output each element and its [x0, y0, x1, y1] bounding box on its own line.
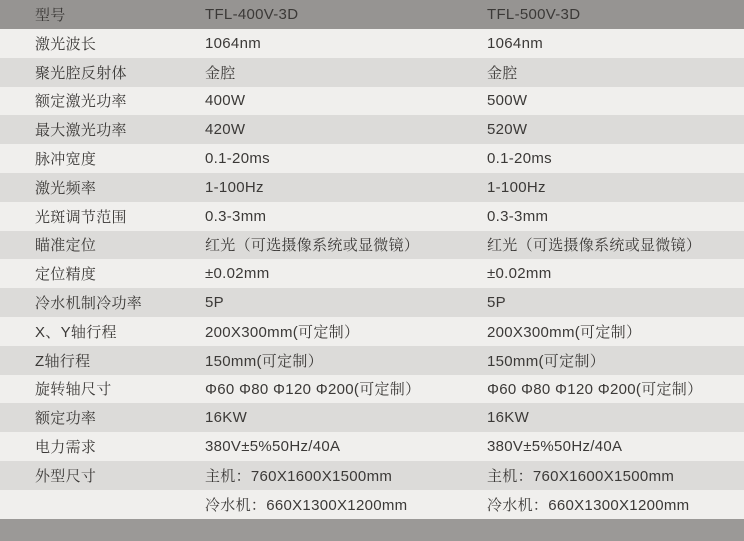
spec-value-tfl500: 主机：760X1600X1500mm [487, 467, 675, 485]
spec-label: 最大激光功率 [35, 122, 127, 140]
spec-value-tfl400: 420W [205, 121, 246, 139]
spec-value-tfl500: ±0.02mm [487, 265, 552, 283]
table-row [0, 461, 744, 490]
spec-value-tfl500: 金腔 [487, 64, 518, 82]
table-row [0, 202, 744, 231]
spec-label: 激光波长 [35, 35, 97, 53]
spec-label: 旋转轴尺寸 [35, 381, 112, 399]
spec-value-tfl500: 500W [487, 92, 528, 110]
table-row [0, 259, 744, 288]
column-header-model-b: TFL-500V-3D [487, 6, 581, 23]
spec-value-tfl500: 1064nm [487, 34, 544, 52]
spec-value-tfl400: 金腔 [205, 64, 236, 82]
table-row [0, 29, 744, 58]
spec-label: Z轴行程 [35, 352, 91, 370]
spec-value-tfl400: ±0.02mm [205, 265, 270, 283]
column-header-model-a: TFL-400V-3D [205, 6, 299, 23]
spec-value-tfl400: 主机：760X1600X1500mm [205, 467, 393, 485]
spec-value-tfl500: 380V±5%50Hz/40A [487, 438, 623, 456]
spec-value-tfl500: 5P [487, 294, 506, 312]
spec-value-tfl400: 0.3-3mm [205, 207, 267, 225]
spec-label: 定位精度 [35, 266, 97, 284]
spec-value-tfl500: 0.3-3mm [487, 207, 549, 225]
spec-value-tfl500: 16KW [487, 409, 530, 427]
spec-value-tfl400: 冷水机：660X1300X1200mm [205, 496, 408, 514]
spec-label: 激光频率 [35, 179, 97, 197]
spec-label: 外型尺寸 [35, 467, 97, 485]
spec-label: 光斑调节范围 [35, 208, 127, 226]
table-row [0, 375, 744, 404]
spec-label: 瞄准定位 [35, 237, 97, 255]
table-row [0, 173, 744, 202]
spec-label: 聚光腔反射体 [35, 64, 127, 82]
spec-label: 脉冲宽度 [35, 151, 97, 169]
spec-value-tfl500: Φ60 Φ80 Φ120 Φ200(可定制） [487, 381, 703, 399]
spec-value-tfl400: 16KW [205, 409, 248, 427]
spec-value-tfl400: 5P [205, 294, 224, 312]
spec-value-tfl500: 520W [487, 121, 528, 139]
table-row [0, 432, 744, 461]
table-row [0, 115, 744, 144]
spec-value-tfl500: 1-100Hz [487, 178, 546, 196]
spec-value-tfl500: 冷水机：660X1300X1200mm [487, 496, 690, 514]
spec-value-tfl400: 0.1-20ms [205, 150, 270, 168]
spec-value-tfl400: Φ60 Φ80 Φ120 Φ200(可定制） [205, 381, 421, 399]
table-row [0, 490, 744, 519]
spec-value-tfl400: 红光（可选摄像系统或显微镜） [205, 237, 420, 255]
spec-value-tfl400: 200X300mm(可定制） [205, 323, 360, 341]
table-row [0, 346, 744, 375]
spec-label: X、Y轴行程 [35, 323, 117, 341]
table-row [0, 87, 744, 116]
spec-value-tfl500: 200X300mm(可定制） [487, 323, 642, 341]
spec-value-tfl400: 150mm(可定制） [205, 352, 324, 370]
spec-label: 电力需求 [35, 439, 97, 457]
table-row [0, 231, 744, 260]
spec-value-tfl400: 380V±5%50Hz/40A [205, 438, 341, 456]
column-header-model-label: 型号 [35, 7, 66, 24]
spec-value-tfl400: 1064nm [205, 34, 262, 52]
table-row [0, 288, 744, 317]
footer-bar [0, 519, 744, 541]
spec-value-tfl400: 400W [205, 92, 246, 110]
spec-value-tfl500: 红光（可选摄像系统或显微镜） [487, 237, 702, 255]
spec-label: 额定功率 [35, 410, 97, 428]
table-row [0, 58, 744, 87]
spec-value-tfl500: 150mm(可定制） [487, 352, 606, 370]
table-row [0, 403, 744, 432]
spec-value-tfl400: 1-100Hz [205, 178, 264, 196]
table-header-row [0, 0, 744, 29]
table-row [0, 144, 744, 173]
spec-label: 额定激光功率 [35, 93, 127, 111]
spec-value-tfl500: 0.1-20ms [487, 150, 552, 168]
table-row [0, 317, 744, 346]
spec-label: 冷水机制冷功率 [35, 295, 143, 313]
